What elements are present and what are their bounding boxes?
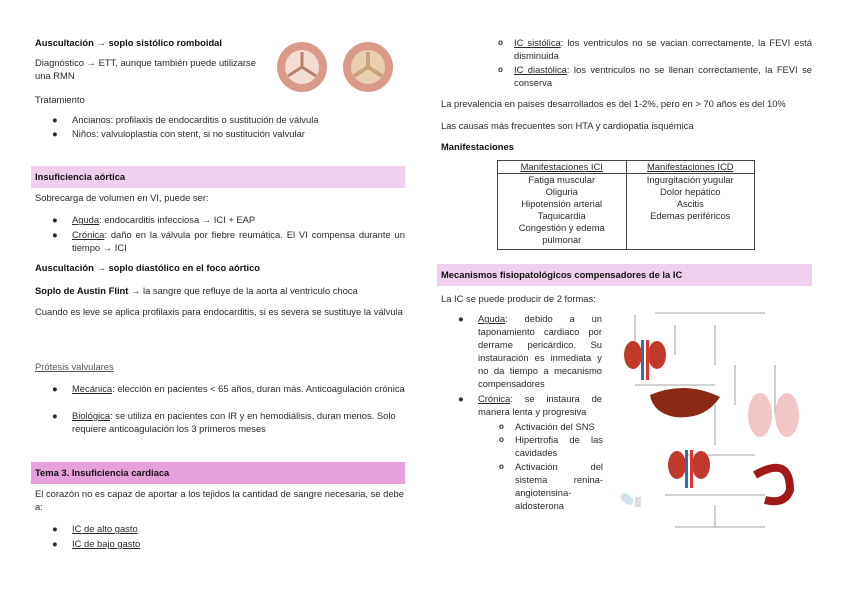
corazon-text: El corazón no es capaz de aportar a los tejidos la cantidad de sangre necesaria, se debe a:: [35, 488, 404, 512]
list-item: ● Aguda: debido a un taponamiento cardiaco por derrame pericárdico. Su instauración es inmediata y no da tiempo a mecanismo compensadores: [458, 313, 602, 389]
cuando-text: Cuando es leve se aplica profilaxis para endocarditis, si es severa se sustituye la válvula: [35, 306, 403, 317]
list-item-text: IC de bajo gasto: [72, 538, 141, 549]
list-item-text: Activación del SNS: [515, 421, 595, 432]
diastolica-text: : los ventriculos no se llenan correctamente, la FEVI se conserva: [514, 64, 812, 88]
list-item: ● Mecánica: elección en pacientes < 65 años, duran más. Anticoagulación crónica: [52, 383, 405, 394]
cronica-text: : se instaura de manera lenta y progresiva: [478, 393, 602, 417]
diastolica-label: IC diastólica: [514, 64, 567, 75]
aguda-text: : debido a un taponamiento cardiaco por derrame pericárdico. Su instauración es inmediata y no da tiempo a mecanismo compensadores: [478, 313, 602, 389]
sistolica-label: IC sistólica: [514, 37, 561, 48]
manifestaciones-heading: Manifestaciones: [441, 141, 514, 152]
list-item: ● Ancianos: profilaxis de endocarditis o sustitución de válvula: [52, 114, 319, 125]
list-item: ● IC de alto gasto: [52, 523, 138, 534]
list-item: ● Niños: valvuloplastia con stent, si no sustitución valvular: [52, 128, 305, 139]
soplo-text: → la sangre que refluye de la aorta al ventriculo choca: [128, 285, 358, 296]
pills-icon: [619, 491, 641, 507]
biologica-text: : se utiliza en pacientes con IR y en hemodiálisis, duran menos. Solo requiere anticoagulación los 3 primeros meses: [72, 410, 396, 434]
aortic-valve-images: [276, 40, 396, 96]
list-item: o IC sistólica: los ventriculos no se vacian correctamente, la FEVI está disminuida: [498, 37, 812, 61]
aguda-text: : endocarditis infecciosa → ICI + EAP: [99, 214, 256, 225]
lungs-icon: [748, 393, 799, 437]
list-item-text: Hipertrofia de las cavidades: [515, 434, 603, 458]
causas-text: Las causas más frecuentes son HTA y cardiopatia isquémica: [441, 120, 694, 131]
kidney-icon-top: [624, 340, 666, 380]
list-item: o IC diastólica: los ventriculos no se llenan correctamente, la FEVI se conserva: [498, 64, 812, 88]
table-cell-icd: Ingurgitación yugular Dolor hepático Ascitis Edemas periféricos: [626, 174, 755, 250]
list-item: ● Biológica: se utiliza en pacientes con IR y en hemodiálisis, duran menos. Solo requiere anticoagulación los 3 primeros meses: [52, 410, 396, 434]
table-cell-ici: Fatiga muscular Oliguria Hipotensión arterial Taquicardia Congestión y edema pulmonar: [498, 174, 627, 250]
heading-auscultacion-diastolico: Auscultación → soplo diastólico en el foco aórtico: [35, 262, 261, 273]
sobrecarga-text: Sobrecarga de volumen en VI, puede ser:: [35, 192, 209, 203]
biologica-label: Biológica: [72, 410, 111, 421]
list-item: ● Crónica: se instaura de manera lenta y progresiva: [458, 393, 602, 417]
stenotic-valve-image: [343, 42, 393, 92]
list-item-text: Ancianos: profilaxis de endocarditis o sustitución de válvula: [72, 114, 319, 125]
table-header: Manifestaciones ICI: [498, 161, 627, 174]
raas-diagram: [615, 305, 813, 545]
section-header-mecanismos: Mecanismos fisiopatológicos compensadores de la IC: [437, 264, 812, 286]
table-header: Manifestaciones ICD: [626, 161, 755, 174]
formas-text: La IC se puede producir de 2 formas:: [441, 293, 596, 304]
normal-valve-image: [277, 42, 327, 92]
aguda-label: Aguda: [478, 313, 506, 324]
manifestaciones-table: [497, 160, 755, 250]
list-item: ● Crónica: daño en la válvula por fiebre reumática. El VI compensa durante un tiempo → ICI: [52, 229, 405, 253]
sistolica-text: : los ventriculos no se vacian correctamente, la FEVI está disminuida: [514, 37, 812, 61]
prevalencia-text: La prevalencia en paises desarrollados es del 1-2%, pero en > 70 años es del 10%: [441, 98, 786, 109]
diagnostico-text: Diagnóstico → ETT, aunque también puede utilizarse una RMN: [35, 57, 256, 81]
list-item-text: IC de alto gasto: [72, 523, 138, 534]
mecanica-label: Mecánica: [72, 383, 113, 394]
list-item: ● IC de bajo gasto: [52, 538, 141, 549]
heading-auscultacion-sistolico: Auscultación → soplo sistólico romboidal: [35, 37, 223, 48]
kidney-icon-bottom: [668, 450, 710, 488]
mecanica-text: : elección en pacientes < 65 años, duran más. Anticoagulación crónica: [112, 383, 405, 394]
cronica-text: : daño en la válvula por fiebre reumática. El VI compensa durante un tiempo → ICI: [72, 229, 405, 253]
list-item-text: Niños: valvuloplastia con stent, si no sustitución valvular: [72, 128, 305, 139]
list-item: o Hipertrofia de las cavidades: [499, 434, 603, 458]
tratamiento-label: Tratamiento: [35, 94, 85, 105]
list-item: ● Aguda: endocarditis infecciosa → ICI + EAP: [52, 214, 256, 225]
list-item: o Activación del SNS: [499, 421, 595, 432]
liver-icon: [650, 388, 720, 417]
cronica-label: Crónica: [72, 229, 105, 240]
section-header-tema3: Tema 3. Insuficiencia cardiaca: [31, 462, 405, 484]
aguda-label: Aguda: [72, 214, 100, 225]
soplo-austin-flint: [35, 284, 358, 297]
protesis-heading: Prótesis valvulares: [35, 361, 114, 372]
list-item: o Activación del sistema renina-angiotensina-aldosterona: [499, 461, 603, 511]
blood-vessel-icon: [755, 468, 790, 502]
soplo-label: Soplo de Austin Flint: [35, 285, 129, 296]
section-header-insuficiencia-aortica: Insuficiencia aórtica: [31, 166, 405, 188]
list-item-text: Activación del sistema renina-angiotensina-aldosterona: [515, 461, 603, 511]
cronica-label: Crónica: [478, 393, 511, 404]
